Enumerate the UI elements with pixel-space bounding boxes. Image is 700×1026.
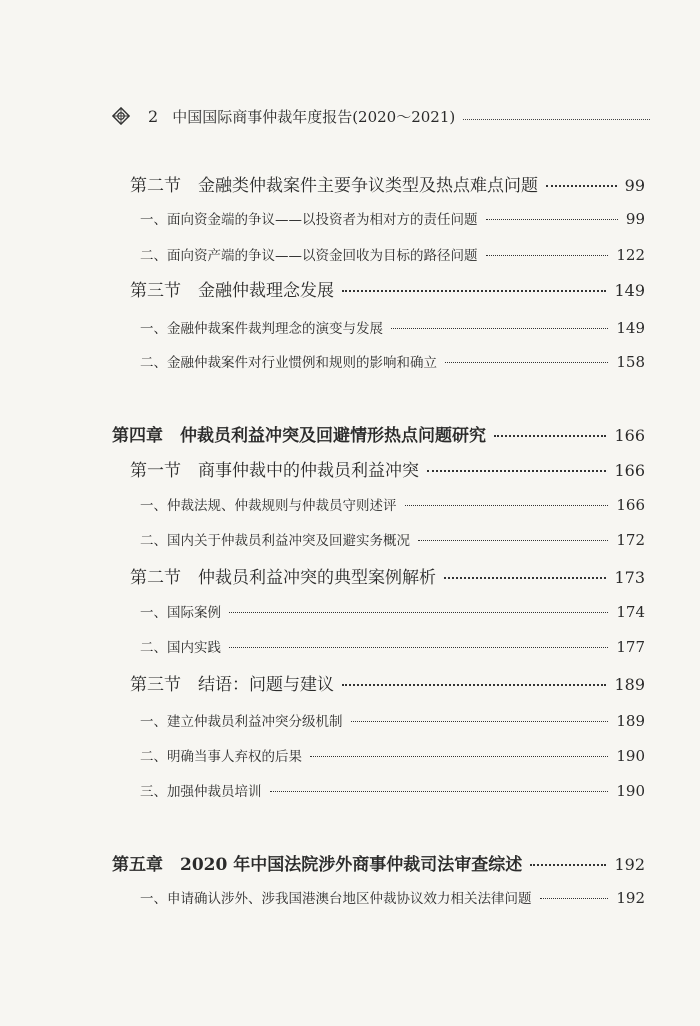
page-number: 2 xyxy=(148,106,159,126)
leader-dots xyxy=(310,756,608,757)
toc-entry-title: 第三节 金融仲裁理念发展 xyxy=(130,281,334,301)
toc-entry-page: 166 xyxy=(614,461,645,480)
toc-entry-page: 158 xyxy=(616,353,645,371)
toc-entry-title: 一、申请确认涉外、涉我国港澳台地区仲裁协议效力相关法律问题 xyxy=(140,891,532,907)
toc-entry xyxy=(130,171,645,196)
toc-entry xyxy=(140,351,645,371)
toc-entry xyxy=(130,456,645,481)
toc-entry xyxy=(140,601,645,621)
toc-entry-page: 190 xyxy=(616,747,645,765)
toc-entry-page: 99 xyxy=(624,176,645,195)
leader-dots xyxy=(351,721,609,722)
toc-entry xyxy=(140,494,645,514)
toc-entry-page: 166 xyxy=(614,426,645,445)
leader-dots xyxy=(444,577,606,579)
toc-entry xyxy=(140,780,645,800)
toc-entry-title: 第三节 结语：问题与建议 xyxy=(130,675,334,695)
toc-entry-title: 第一节 商事仲裁中的仲裁员利益冲突 xyxy=(130,461,419,481)
leader-dots xyxy=(540,898,609,899)
toc-entry-title: 二、面向资产端的争议——以资金回收为目标的路径问题 xyxy=(140,248,478,264)
toc-entry-title: 一、面向资金端的争议——以投资者为相对方的责任问题 xyxy=(140,212,478,228)
leader-dots xyxy=(445,362,608,363)
toc-entry-page: 149 xyxy=(616,319,645,337)
toc-entry-title: 第二节 金融类仲裁案件主要争议类型及热点难点问题 xyxy=(130,176,538,196)
toc-chapter xyxy=(112,850,645,875)
toc-entry-title: 一、国际案例 xyxy=(140,605,221,621)
toc-entry xyxy=(140,745,645,765)
toc-entry-page: 177 xyxy=(616,638,645,656)
toc-entry-page: 189 xyxy=(614,675,645,694)
toc-entry xyxy=(140,208,645,228)
toc-entry-title: 三、加强仲裁员培训 xyxy=(140,784,262,800)
toc-entry-page: 173 xyxy=(614,568,645,587)
leader-dots xyxy=(427,470,606,472)
toc-entry-page: 166 xyxy=(616,496,645,514)
toc-entry-page: 174 xyxy=(616,603,645,621)
toc-entry xyxy=(130,670,645,695)
toc-entry-title: 一、建立仲裁员利益冲突分级机制 xyxy=(140,714,343,730)
toc-entry-title: 一、仲裁法规、仲裁规则与仲裁员守则述评 xyxy=(140,498,397,514)
leader-dots xyxy=(229,647,608,648)
toc-entry-title: 第二节 仲裁员利益冲突的典型案例解析 xyxy=(130,568,436,588)
toc-entry xyxy=(140,636,645,656)
toc-entry-title: 一、金融仲裁案件裁判理念的演变与发展 xyxy=(140,321,383,337)
toc-entry-title: 二、金融仲裁案件对行业惯例和规则的影响和确立 xyxy=(140,355,437,371)
leader-dots xyxy=(530,864,606,866)
toc-entry xyxy=(140,244,645,264)
toc-entry xyxy=(130,276,645,301)
leader-dots xyxy=(418,540,608,541)
toc-entry-page: 172 xyxy=(616,531,645,549)
toc-entry-page: 189 xyxy=(616,712,645,730)
toc-entry xyxy=(140,529,645,549)
leader-dots xyxy=(342,684,606,686)
toc-entry-page: 192 xyxy=(614,855,645,874)
toc-entry-page: 190 xyxy=(616,782,645,800)
leader-dots xyxy=(342,290,606,292)
toc-entry-page: 122 xyxy=(616,246,645,264)
leader-dots xyxy=(229,612,608,613)
toc-entry-title: 二、国内关于仲裁员利益冲突及回避实务概况 xyxy=(140,533,410,549)
toc-entry-page: 192 xyxy=(616,889,645,907)
toc-chapter xyxy=(112,421,645,446)
toc-entry-title: 第五章 2020 年中国法院涉外商事仲裁司法审查综述 xyxy=(112,855,523,875)
leader-dots xyxy=(391,328,608,329)
toc-entry xyxy=(140,710,645,730)
toc-entry-title: 二、明确当事人弃权的后果 xyxy=(140,749,302,765)
leader-dots xyxy=(486,255,609,256)
header-dotted-rule xyxy=(463,119,650,120)
book-title: 中国国际商事仲裁年度报告(2020～2021) xyxy=(172,107,456,126)
toc-entry xyxy=(140,317,645,337)
toc-entry-title: 第四章 仲裁员利益冲突及回避情形热点问题研究 xyxy=(112,426,486,446)
toc-entry-page: 99 xyxy=(625,210,645,228)
diamond-emblem-icon xyxy=(112,107,130,125)
toc-entry xyxy=(140,887,645,907)
toc-entry-page: 149 xyxy=(614,281,645,300)
toc-entry xyxy=(130,563,645,588)
leader-dots xyxy=(546,185,617,187)
leader-dots xyxy=(494,435,606,437)
leader-dots xyxy=(486,219,618,220)
leader-dots xyxy=(405,505,609,506)
toc-entry-title: 二、国内实践 xyxy=(140,640,221,656)
running-header xyxy=(112,104,650,128)
leader-dots xyxy=(270,791,609,792)
